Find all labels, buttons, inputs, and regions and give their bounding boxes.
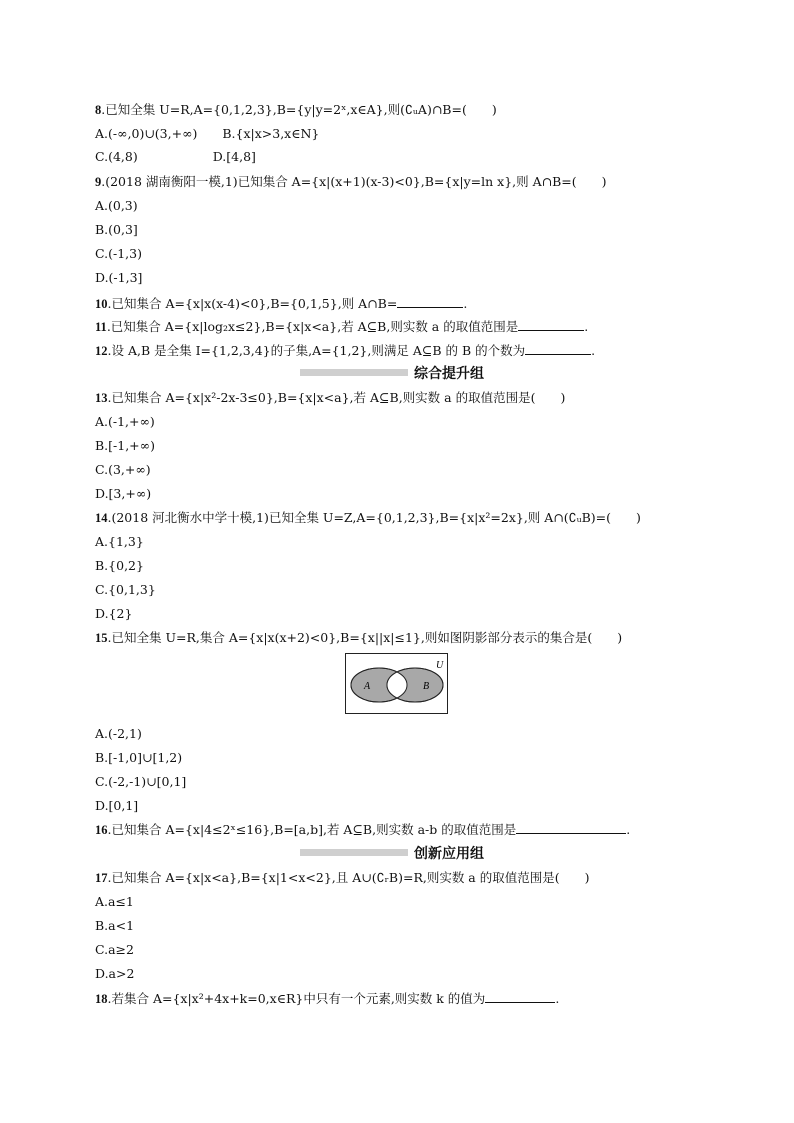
venn-diagram — [345, 653, 448, 714]
option-text: A.(-1,+∞) — [95, 414, 155, 429]
option-line — [95, 246, 142, 262]
option-text: B.[-1,+∞) — [95, 438, 155, 453]
option-line — [95, 270, 142, 286]
question-line — [95, 990, 559, 1007]
option-line — [95, 750, 182, 766]
answer-blank[interactable] — [525, 342, 591, 355]
option-text: A.a≤1 — [95, 894, 134, 909]
question-text: .(2018 湖南衡阳一模,1)已知集合 A={x|(x+1)(x-3)<0},B={x|y=ln x},则 A∩B=( ) — [101, 174, 607, 189]
venn-label-u: U — [436, 660, 444, 671]
option-text: C.{0,1,3} — [95, 582, 156, 597]
question-number: 11 — [95, 320, 107, 334]
option-text: B.a<1 — [95, 918, 135, 933]
question-end: . — [584, 319, 589, 334]
option-text: B.{0,2} — [95, 558, 144, 573]
question-text: .已知全集 U=R,A={0,1,2,3},B={y|y=2ˣ,x∈A},则(∁ᵤA)∩B=( ) — [101, 102, 497, 117]
option-line — [95, 534, 144, 550]
question-number: 13 — [95, 391, 108, 405]
option-text: D.a>2 — [95, 966, 135, 981]
question-text: .(2018 河北衡水中学十模,1)已知全集 U=Z,A={0,1,2,3},B={x|x²=2x},则 A∩(∁ᵤB)=( ) — [107, 510, 641, 525]
section-title: 综合提升组 — [414, 366, 484, 382]
question-number: 18 — [95, 992, 108, 1006]
section-title: 创新应用组 — [414, 846, 484, 862]
question-line — [95, 510, 641, 526]
question-number: 10 — [95, 297, 108, 311]
question-line — [95, 390, 565, 406]
option-line — [95, 486, 151, 502]
venn-label-b: B — [423, 681, 430, 692]
option-line — [95, 798, 138, 814]
option-text: D.[0,1] — [95, 798, 139, 813]
question-end: . — [591, 343, 596, 358]
option-line — [95, 149, 256, 165]
section-bar — [300, 849, 408, 856]
question-text: .若集合 A={x|x²+4x+k=0,x∈R}中只有一个元素,则实数 k 的值为 — [107, 991, 486, 1006]
option-line — [95, 198, 138, 214]
question-line — [95, 342, 595, 359]
option-text: D.(-1,3] — [95, 270, 143, 285]
venn-label-a: A — [364, 681, 371, 692]
option-text: A.{1,3} — [95, 534, 144, 549]
option-text: A.(0,3) — [95, 198, 138, 213]
option-text: C.(-1,3) — [95, 246, 142, 261]
option-line — [95, 726, 142, 742]
option-line — [95, 918, 134, 934]
option-text: D.[3,+∞) — [95, 486, 152, 501]
option-text: B.(0,3] — [95, 222, 138, 237]
question-text: .已知集合 A={x|x²-2x-3≤0},B={x|x<a},若 A⊆B,则实数 a 的取值范围是( ) — [107, 390, 566, 405]
question-line — [95, 295, 467, 312]
question-line — [95, 630, 622, 646]
question-text: .已知集合 A={x|x<a},B={x|1<x<2},且 A∪(∁ᵣB)=R,则实数 a 的取值范围是( ) — [107, 870, 590, 885]
question-number: 14 — [95, 511, 108, 525]
option-line — [95, 774, 186, 790]
question-text: .已知集合 A={x|4≤2ˣ≤16},B=[a,b],若 A⊆B,则实数 a-b 的取值范围是 — [107, 822, 517, 837]
question-text: .已知集合 A={x|x(x-4)<0},B={0,1,5},则 A∩B= — [107, 296, 398, 311]
question-end: . — [555, 991, 560, 1006]
option-line — [95, 942, 134, 958]
option-line — [95, 414, 155, 430]
question-line — [95, 174, 607, 190]
answer-blank[interactable] — [485, 990, 555, 1003]
option-line — [95, 438, 155, 454]
question-text: .已知全集 U=R,集合 A={x|x(x+2)<0},B={x||x|≤1},则如图阴影部分表示的集合是( ) — [107, 630, 623, 645]
question-number: 12 — [95, 344, 108, 358]
question-end: . — [463, 296, 468, 311]
question-number: 9 — [95, 175, 102, 189]
question-end: . — [626, 822, 631, 837]
option-text: C.(3,+∞) — [95, 462, 151, 477]
option-line — [95, 462, 151, 478]
option-line — [95, 894, 134, 910]
answer-blank[interactable] — [516, 821, 626, 834]
question-number: 15 — [95, 631, 108, 645]
option-line — [95, 126, 319, 142]
answer-blank[interactable] — [397, 295, 463, 308]
section-bar — [300, 369, 408, 376]
question-number: 8 — [95, 103, 102, 117]
question-line — [95, 102, 497, 118]
option-text: A.(-∞,0)∪(3,+∞) B.{x|x>3,x∈N} — [95, 126, 320, 141]
question-number: 16 — [95, 823, 108, 837]
option-line — [95, 966, 134, 982]
option-line — [95, 558, 144, 574]
question-line — [95, 318, 588, 335]
question-line — [95, 821, 630, 838]
question-text: .设 A,B 是全集 I={1,2,3,4}的子集,A={1,2},则满足 A⊆B 的 B 的个数为 — [107, 343, 526, 358]
option-text: C.(4,8) D.[4,8] — [95, 149, 256, 164]
option-text: C.a≥2 — [95, 942, 134, 957]
option-line — [95, 582, 156, 598]
option-text: A.(-2,1) — [95, 726, 142, 741]
option-line — [95, 606, 132, 622]
option-text: D.{2} — [95, 606, 133, 621]
question-number: 17 — [95, 871, 108, 885]
option-line — [95, 222, 138, 238]
question-line — [95, 870, 589, 886]
option-text: C.(-2,-1)∪[0,1] — [95, 774, 187, 789]
option-text: B.[-1,0]∪[1,2) — [95, 750, 183, 765]
question-text: .已知集合 A={x|log₂x≤2},B={x|x<a},若 A⊆B,则实数 a 的取值范围是 — [106, 319, 519, 334]
answer-blank[interactable] — [518, 318, 584, 331]
